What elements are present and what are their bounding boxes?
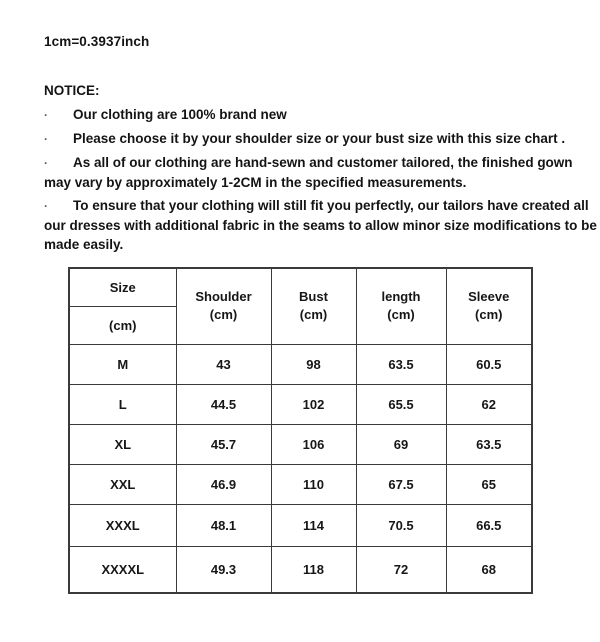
notice-line: To ensure that your clothing will still fit you perfectly, our tailors have created all: [73, 198, 589, 213]
size-chart-table: [68, 267, 533, 594]
header-bust-label: Bust: [299, 289, 328, 305]
table-row: [69, 344, 532, 384]
table-row: [69, 504, 532, 546]
table-row: [69, 464, 532, 504]
table-row: [69, 384, 532, 424]
cell-length: 72: [356, 546, 446, 593]
header-row-top: [69, 268, 532, 306]
header-shoulder-unit: (cm): [209, 307, 238, 323]
cell-shoulder: 49.3: [176, 546, 271, 593]
cell-size: XXL: [69, 464, 176, 504]
header-size: Size: [69, 268, 176, 306]
header-length-label: length: [381, 289, 421, 305]
cell-bust: 118: [271, 546, 356, 593]
notice-line: our dresses with additional fabric in the seams to allow minor size modifications to be: [44, 218, 597, 233]
notice-line: may vary by approximately 1-2CM in the specified measurements.: [44, 175, 467, 190]
notice-title: NOTICE:: [44, 83, 100, 98]
cell-size: XL: [69, 424, 176, 464]
header-sleeve-label: Sleeve: [468, 289, 510, 305]
header-bust: [271, 268, 356, 344]
table-row: [69, 546, 532, 593]
cell-size: XXXL: [69, 504, 176, 546]
cell-sleeve: 68: [446, 546, 532, 593]
cell-length: 67.5: [356, 464, 446, 504]
bullet-icon: ·: [44, 132, 48, 146]
cell-sleeve: 63.5: [446, 424, 532, 464]
header-length-unit: (cm): [387, 307, 415, 323]
cell-sleeve: 66.5: [446, 504, 532, 546]
cell-shoulder: 48.1: [176, 504, 271, 546]
cell-bust: 106: [271, 424, 356, 464]
notice-line: Our clothing are 100% brand new: [73, 107, 287, 122]
header-sleeve-unit: (cm): [475, 307, 503, 323]
notice-line: As all of our clothing are hand-sewn and customer tailored, the finished gown: [73, 155, 573, 170]
cell-bust: 102: [271, 384, 356, 424]
table-row: [69, 424, 532, 464]
bullet-icon: ·: [44, 156, 48, 170]
cell-sleeve: 60.5: [446, 344, 532, 384]
cell-bust: 110: [271, 464, 356, 504]
cell-sleeve: 65: [446, 464, 532, 504]
cell-size: XXXXL: [69, 546, 176, 593]
header-shoulder: [176, 268, 271, 344]
cell-size: L: [69, 384, 176, 424]
cell-bust: 98: [271, 344, 356, 384]
notice-item: [44, 153, 573, 192]
header-bust-unit: (cm): [299, 307, 328, 323]
bullet-icon: ·: [44, 199, 48, 213]
cell-sleeve: 62: [446, 384, 532, 424]
notice-line: made easily.: [44, 237, 124, 252]
cell-length: 70.5: [356, 504, 446, 546]
bullet-icon: ·: [44, 108, 48, 122]
header-shoulder-label: Shoulder: [195, 289, 252, 305]
cell-shoulder: 44.5: [176, 384, 271, 424]
notice-section: [44, 81, 597, 254]
header-length: [356, 268, 446, 344]
notice-item: [44, 129, 566, 149]
notice-line: Please choose it by your shoulder size or your bust size with this size chart .: [73, 131, 566, 146]
header-size-unit: (cm): [69, 306, 176, 344]
cell-length: 65.5: [356, 384, 446, 424]
cell-shoulder: 43: [176, 344, 271, 384]
cell-length: 63.5: [356, 344, 446, 384]
cell-length: 69: [356, 424, 446, 464]
header-sleeve: [446, 268, 532, 344]
cell-size: M: [69, 344, 176, 384]
cell-bust: 114: [271, 504, 356, 546]
notice-item: [44, 196, 597, 254]
unit-conversion-note: 1cm=0.3937inch: [44, 34, 150, 49]
cell-shoulder: 45.7: [176, 424, 271, 464]
notice-item: [44, 105, 562, 125]
cell-shoulder: 46.9: [176, 464, 271, 504]
